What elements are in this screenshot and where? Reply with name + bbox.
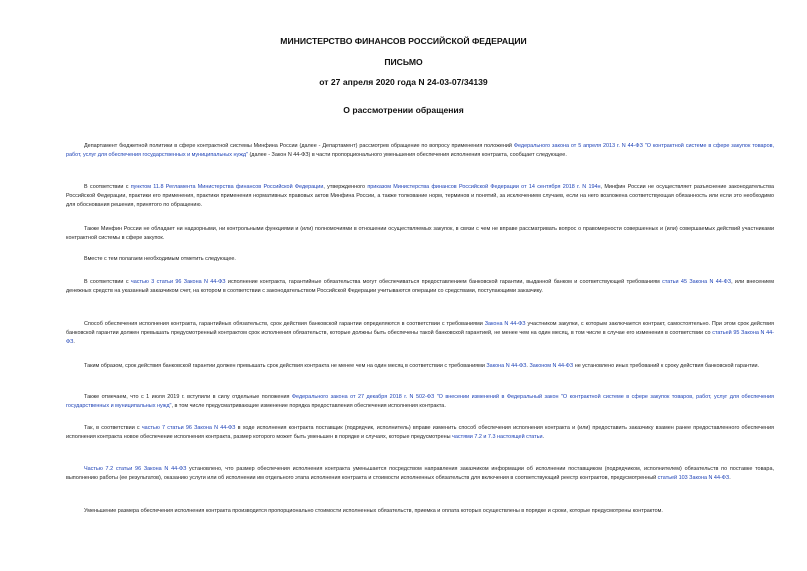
paragraph-2	[66, 183, 774, 210]
paragraph-9	[66, 424, 774, 442]
paragraph-text: Также Минфин России не обладает ни надзорными, ни контрольными функциями и (или) полномочиями в отношении осуществляемых закупок, в связи с чем не вправе рассматривать вопрос о правомерности совершенных и (или) совершаемых действий участниками контрактной системы в сфере закупок.	[66, 226, 774, 241]
paragraph-text: Так, в соответствии с	[84, 425, 142, 431]
paragraph-7	[66, 362, 774, 371]
paragraph-text: В соответствии с	[84, 184, 131, 190]
law-44fz-link[interactable]: Федерального закона от 5 апреля 2013 г. N 44-ФЗ "О контрактной системе в сфере закупок товаров, работ, услуг для обеспечения государственных и муниципальных нужд"	[66, 143, 774, 158]
paragraph-11	[66, 507, 774, 516]
law-44fz-link[interactable]: Законом N 44-ФЗ	[529, 363, 574, 369]
doc-type: ПИСЬМО	[384, 57, 423, 67]
paragraph-text: участником закупки, с которым заключается контракт, самостоятельно. При этом срок действия банковской гарантии должен превышать предусмотренный контрактом срок исполнения обязательств, которые должны быть обеспечены такой банковской гарантией, не менее чем на один месяц, в том числе в случае его изменения в соответствии со	[66, 321, 774, 336]
article-96-part-3-link[interactable]: частью 3 статьи 96 Закона N 44-ФЗ	[130, 279, 226, 285]
article-95-link[interactable]: статьей 95 Закона N 44-ФЗ	[66, 330, 774, 345]
paragraph-text: установлено, что размер обеспечения исполнения контракта уменьшается посредством направления заказчиком информации об исполнении поставщиком (подрядчиком, исполнителем) обязательств по поставке товара, выполнению работы (ее результатов), оказанию услуги или об исполнении им отдельного этапа исполнения контракта и стоимости исполненных обязательств для включения в соответствующий реестр контрактов, предусмотренный	[66, 466, 774, 481]
paragraph-text: Таким образом, срок действия банковской гарантии должен превышать срок действия контракта не менее чем на один месяц в соответствии с требованиями	[84, 363, 487, 369]
paragraph-8	[66, 393, 774, 411]
paragraph-text: не установлено иных требований к сроку действия банковской гарантии.	[573, 363, 760, 369]
paragraph-5	[66, 278, 774, 296]
paragraph-3	[66, 225, 774, 243]
paragraph-text: исполнение контракта, гарантийные обязательства могут обеспечиваться предоставлением банковской гарантии, выданной банком и соответствующей требованиям	[225, 279, 663, 285]
paragraph-text: Также отмечаем, что с 1 июля 2019 г. вступили в силу отдельные положения	[84, 394, 292, 400]
ministry-title: МИНИСТЕРСТВО ФИНАНСОВ РОССИЙСКОЙ ФЕДЕРАЦИИ	[280, 36, 527, 46]
paragraph-text: .	[73, 339, 75, 345]
paragraph-4	[66, 255, 774, 264]
article-45-link[interactable]: статьи 45 Закона N 44-ФЗ	[662, 279, 732, 285]
order-link[interactable]: приказом Министерства финансов Российской Федерации от 14 сентября 2018 г. N 194н	[367, 184, 601, 190]
paragraph-text: , в том числе предусматривающие изменение порядка предоставления обеспечения исполнения контракта.	[171, 403, 446, 409]
paragraph-text: .	[526, 363, 530, 369]
law-502fz-link[interactable]: Федерального закона от 27 декабря 2018 г. N 502-ФЗ "О внесении изменений в Федеральный закон "О контрактной системе в сфере закупок товаров, работ, услуг для обеспечения государственных и муниципальных нужд"	[66, 394, 774, 409]
article-96-part-7-link[interactable]: частью 7 статьи 96 Закона N 44-ФЗ	[141, 425, 236, 431]
paragraph-1	[66, 142, 774, 160]
paragraph-text: (далее - Закон N 44-ФЗ) в части пропорционального уменьшения обеспечения исполнения контракта, сообщает следующее.	[247, 152, 567, 158]
paragraph-6	[66, 320, 774, 347]
paragraph-10	[66, 465, 774, 483]
parts-7-2-7-3-link[interactable]: частями 7.2 и 7.3 настоящей статьи	[452, 434, 543, 440]
paragraph-text: , Минфин России не осуществляет разъяснение законодательства Российской Федерации, практики его применения, практики применения нормативных правовых актов Минфина России, а также толкование норм, терминов и понятий, за исключением случаев, если на него возложена соответствующая обязанность или если это необходимо для обоснования решения, принятого по обращению.	[66, 184, 774, 208]
article-103-link[interactable]: статьей 103 Закона N 44-ФЗ	[657, 475, 730, 481]
paragraph-text: в ходе исполнения контракта поставщик (подрядчик, исполнитель) вправе изменить способ обеспечения исполнения контракта и (или) предоставить заказчику взамен ранее предоставленного обеспечения исполнения контракта новое обеспечение исполнения контракта, размер которого может быть уменьшен в порядке и случаях, которые предусмотрены	[66, 425, 774, 440]
law-44fz-link[interactable]: Закона N 44-ФЗ	[486, 363, 527, 369]
paragraph-text: Департамент бюджетной политики в сфере контрактной системы Минфина России (далее - Департамент) рассмотрев обращение по вопросу применения положений	[84, 143, 514, 149]
doc-date-number: от 27 апреля 2020 года N 24-03-07/34139	[319, 77, 488, 87]
paragraph-text: Способ обеспечения исполнения контракта, гарантийных обязательств, срок действия банковской гарантии определяются в соответствии с требованиями	[84, 321, 485, 327]
paragraph-text: .	[729, 475, 731, 481]
paragraph-text: В соответствии с	[84, 279, 131, 285]
paragraph-text: Уменьшение размера обеспечения исполнения контракта производится пропорционально стоимости исполненных обязательств, приемка и оплата которых осуществлены в порядке и сроки, которые предусмотрены контрактом.	[84, 508, 663, 514]
article-96-part-7-2-link[interactable]: Частью 7.2 статьи 96 Закона N 44-ФЗ	[84, 466, 187, 472]
paragraph-text: .	[542, 434, 545, 440]
paragraph-text: , или внесением денежных средств на указанный заказчиком счет, на котором в соответствии с законодательством Российской Федерации учитываются операции со средствами, поступающими заказчику.	[66, 279, 775, 294]
paragraph-text: , утвержденного	[323, 184, 368, 190]
law-44fz-link[interactable]: Закона N 44-ФЗ	[484, 321, 526, 327]
paragraph-text: Вместе с тем полагаем необходимым отметить следующее.	[84, 256, 236, 262]
doc-subject: О рассмотрении обращения	[343, 105, 464, 115]
regulation-link[interactable]: пунктом 11.8 Регламента Министерства финансов Российской Федерации	[130, 184, 324, 190]
